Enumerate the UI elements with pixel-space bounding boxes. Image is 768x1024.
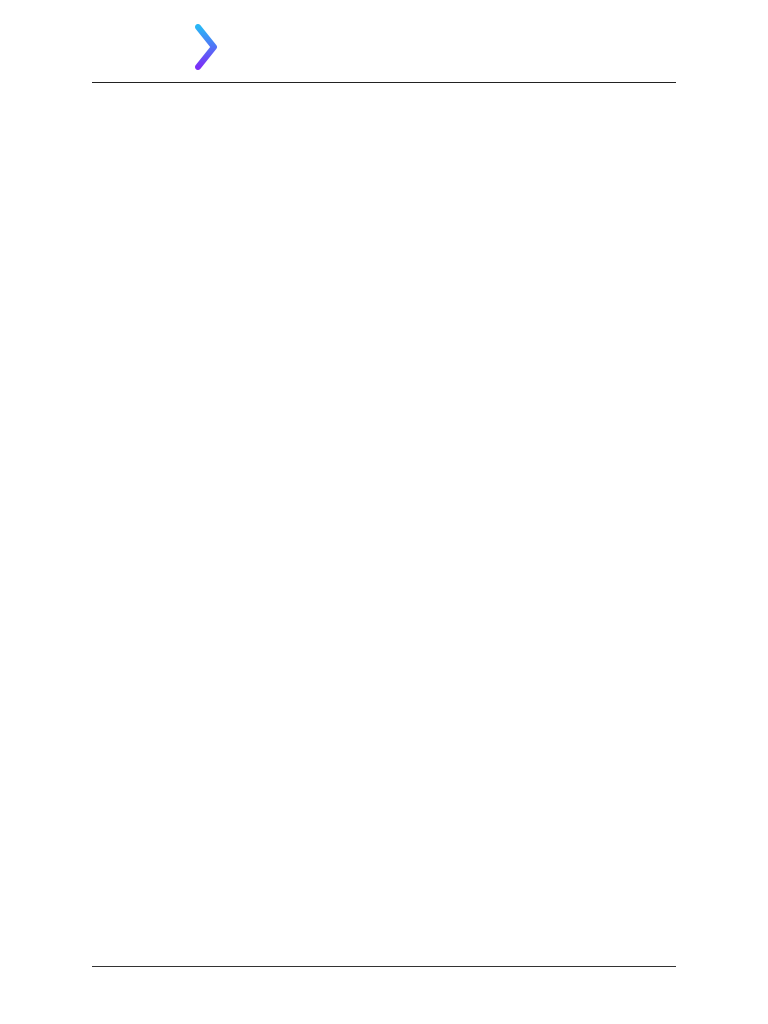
chevron-right-icon (192, 24, 220, 70)
document-header (92, 22, 676, 82)
ai-live-logo (94, 24, 224, 70)
header-divider (92, 82, 676, 83)
page-footer (92, 966, 676, 984)
transcript-text (92, 106, 676, 876)
